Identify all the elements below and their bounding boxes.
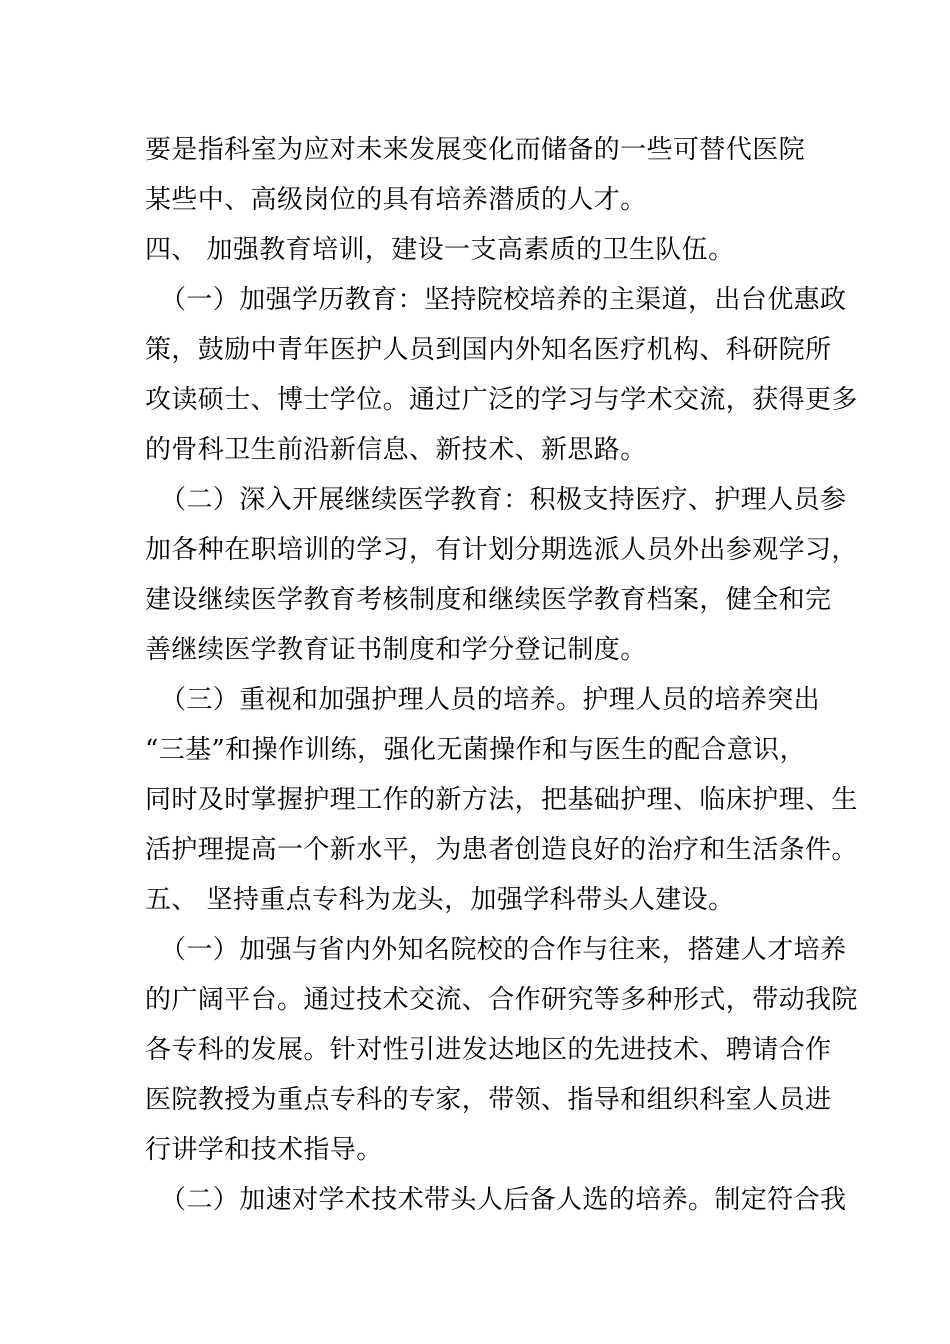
text-line: 活护理提高一个新水平，为患者创造良好的治疗和生活条件。 (145, 835, 858, 865)
text-line: 同时及时掌握护理工作的新方法，把基础护理、临床护理、生 (145, 785, 858, 815)
paragraph-start: （一）加强学历教育：坚持院校培养的主渠道，出台优惠政 (160, 285, 847, 315)
text-line: 医院教授为重点专科的专家，带领、指导和组织科室人员进 (145, 1085, 832, 1115)
section-heading: 四、 加强教育培训，建设一支高素质的卫生队伍。 (145, 235, 735, 265)
text-line: 各专科的发展。针对性引进发达地区的先进技术、聘请合作 (145, 1035, 832, 1065)
text-line: 某些中、高级岗位的具有培养潜质的人才。 (145, 185, 647, 215)
paragraph-start: （二）加速对学术技术带头人后备人选的培养。制定符合我 (160, 1185, 847, 1215)
paragraph-start: （一）加强与省内外知名院校的合作与往来，搭建人才培养 (160, 935, 847, 965)
text-line: 的骨科卫生前沿新信息、新技术、新思路。 (145, 435, 647, 465)
text-line: 要是指科室为应对未来发展变化而储备的一些可替代医院 (145, 135, 806, 165)
text-line: 建设继续医学教育考核制度和继续医学教育档案，健全和完 (145, 585, 832, 615)
text-line: 加各种在职培训的学习，有计划分期选派人员外出参观学习， (145, 535, 858, 565)
text-line: “三基”和操作训练，强化无菌操作和与医生的配合意识， (145, 735, 806, 765)
paragraph-start: （二）深入开展继续医学教育：积极支持医疗、护理人员参 (160, 485, 847, 515)
text-line: 攻读硕士、博士学位。通过广泛的学习与学术交流，获得更多 (145, 385, 858, 415)
text-line: 的广阔平台。通过技术交流、合作研究等多种形式，带动我院 (145, 985, 858, 1015)
paragraph-start: （三）重视和加强护理人员的培养。护理人员的培养突出 (160, 685, 821, 715)
text-line: 策，鼓励中青年医护人员到国内外知名医疗机构、科研院所 (145, 335, 832, 365)
text-line: 行讲学和技术指导。 (145, 1135, 383, 1165)
section-heading: 五、 坚持重点专科为龙头，加强学科带头人建设。 (145, 885, 735, 915)
text-line: 善继续医学教育证书制度和学分登记制度。 (145, 635, 647, 665)
